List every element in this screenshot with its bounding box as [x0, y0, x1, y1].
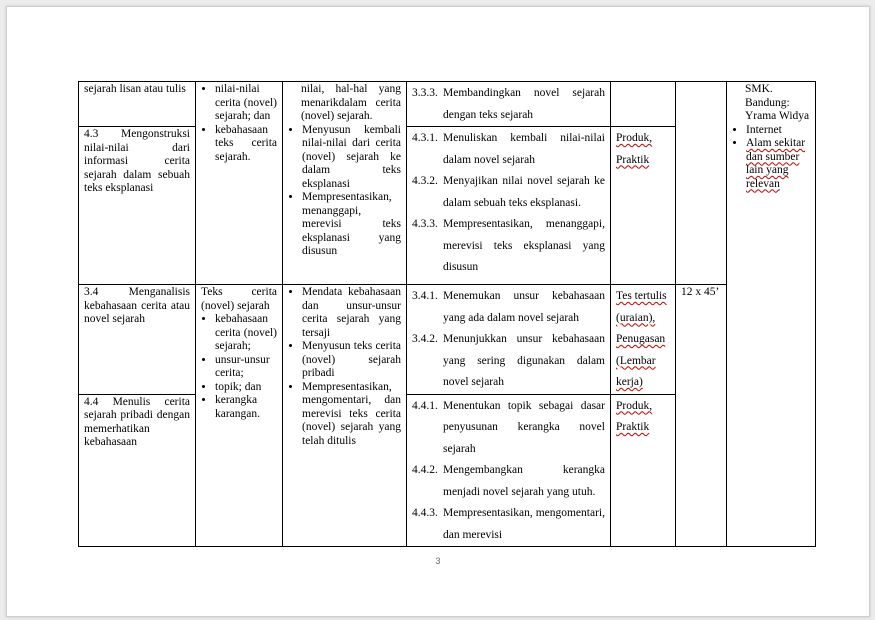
- table-row: [79, 82, 816, 127]
- list-item: • Mempresentasikan, menanggapi, merevisi teks eksplanasi yang disusun: [302, 191, 401, 259]
- kd-text: sejarah lisan atau tulis: [84, 83, 186, 95]
- indikator-number: 4.4.2.: [412, 464, 438, 476]
- sumber-cell: [727, 82, 816, 547]
- kd-cell: [79, 394, 196, 547]
- list-item: • kebahasaan cerita (novel) sejarah;: [215, 313, 277, 354]
- list-item: [412, 128, 605, 171]
- list-item: • kebahasaan teks cerita sejarah.: [215, 124, 277, 165]
- indikator-text: Mempresentasikan, mengomentari, dan merevisi: [443, 507, 605, 541]
- indikator-list: [412, 83, 605, 126]
- sumber-list: [732, 124, 810, 192]
- waktu-cell: [676, 82, 727, 285]
- indikator-number: 4.3.1.: [412, 132, 438, 144]
- syllabus-table: [78, 81, 816, 547]
- indikator-cell: [407, 285, 611, 395]
- document-page: [6, 6, 870, 617]
- list-item: [412, 460, 605, 503]
- kegiatan-cell: [283, 285, 407, 547]
- kd-text: 4.3 Mengonstruksi nilai-nilai dari informasi cerita sejarah dalam sebuah teks eksplanasi: [84, 128, 190, 194]
- kegiatan-list: [288, 124, 401, 259]
- sumber-text: Alam sekitar dan sumber lain yang relevan: [746, 137, 806, 190]
- sumber-lead-text: SMK. Bandung: Yrama Widya: [745, 83, 810, 122]
- indikator-cell: [407, 127, 611, 285]
- list-item: • Menyusun kembali nilai-nilai dari cerita (novel) sejarah ke dalam teks eksplanasi: [302, 124, 401, 192]
- indikator-text: Menunjukkan unsur kebahasaan yang sering digunakan dalam novel sejarah: [443, 333, 605, 388]
- indikator-cell: [407, 394, 611, 547]
- table-row: [79, 285, 816, 395]
- indikator-text: Mempresentasikan, menanggapi, merevisi teks eksplanasi yang disusun: [443, 218, 605, 273]
- materi-lead-text: Teks cerita (novel) sejarah: [201, 286, 277, 312]
- kegiatan-list: [288, 286, 401, 448]
- indikator-text: Menemukan unsur kebahasaan yang ada dalam novel sejarah: [443, 290, 605, 324]
- list-item: [412, 329, 605, 394]
- list-item: [412, 503, 605, 546]
- list-item: • unsur-unsur cerita;: [215, 354, 277, 381]
- indikator-text: Menentukan topik sebagai dasar penyusunan kerangka novel sejarah: [443, 399, 605, 455]
- list-item: [412, 396, 605, 461]
- indikator-number: 4.3.2.: [412, 175, 438, 187]
- page-number: 3: [435, 556, 441, 566]
- penilaian-cell: [611, 394, 676, 547]
- indikator-text: Menuliskan kembali nilai-nilai dalam novel sejarah: [443, 132, 605, 166]
- indikator-number: 3.4.2.: [412, 333, 438, 345]
- indikator-text: Mengembangkan kerangka menjadi novel sejarah yang utuh.: [443, 464, 605, 498]
- materi-list: [201, 83, 277, 164]
- indikator-cell: [407, 82, 611, 127]
- kd-cell: [79, 285, 196, 395]
- waktu-text: 12 x 45’: [681, 286, 720, 298]
- list-item: • kerangka karangan.: [215, 394, 277, 421]
- waktu-cell: [676, 285, 727, 547]
- list-item: • nilai-nilai cerita (novel) sejarah; dan: [215, 83, 277, 124]
- penilaian-text: Produk, Praktik: [616, 132, 653, 166]
- list-item: • topik; dan: [215, 381, 277, 395]
- materi-cell: [196, 82, 283, 285]
- kd-text: 4.4 Menulis cerita sejarah pribadi dengan memerhatikan kebahasaan: [84, 395, 190, 448]
- list-item: • Menyusun teks cerita (novel) sejarah pribadi: [302, 340, 401, 381]
- penilaian-cell: [611, 82, 676, 127]
- indikator-number: 4.3.3.: [412, 218, 438, 230]
- materi-list: [201, 313, 277, 421]
- kd-text: 3.4 Menganalisis kebahasaan cerita atau novel sejarah: [84, 286, 190, 325]
- list-item: • Internet: [746, 124, 810, 138]
- indikator-list: [412, 396, 605, 547]
- indikator-list: [412, 286, 605, 394]
- indikator-number: 4.4.1.: [412, 399, 438, 412]
- penilaian-text: Tes tertulis (uraian), Penugasan (Lembar kerja): [616, 290, 667, 388]
- penilaian-cell: [611, 127, 676, 285]
- kd-cell: [79, 82, 196, 127]
- list-item: [746, 137, 810, 191]
- kd-cell: [79, 127, 196, 285]
- list-item: • Mendata kebahasaan dan unsur-unsur cerita sejarah yang tersaji: [302, 286, 401, 340]
- indikator-text: Menyajikan nilai novel sejarah ke dalam sebuah teks eksplanasi.: [443, 175, 605, 209]
- list-item: • Mempresentasikan, mengomentari, dan merevisi teks cerita (novel) sejarah yang telah ditulis: [302, 381, 401, 449]
- materi-cell: [196, 285, 283, 547]
- penilaian-text: Produk, Praktik: [616, 399, 653, 433]
- list-item: [412, 83, 605, 126]
- kegiatan-cell: [283, 82, 407, 285]
- indikator-list: [412, 128, 605, 279]
- kegiatan-lead-text: nilai, hal-hal yang menarikdalam cerita (novel) sejarah.: [301, 83, 401, 122]
- indikator-text: Membandingkan novel sejarah dengan teks sejarah: [443, 87, 605, 121]
- indikator-number: 3.4.1.: [412, 290, 438, 302]
- indikator-number: 4.4.3.: [412, 507, 438, 519]
- indikator-number: 3.3.3.: [412, 87, 438, 99]
- list-item: [412, 214, 605, 279]
- list-item: [412, 286, 605, 329]
- list-item: [412, 171, 605, 214]
- penilaian-cell: [611, 285, 676, 395]
